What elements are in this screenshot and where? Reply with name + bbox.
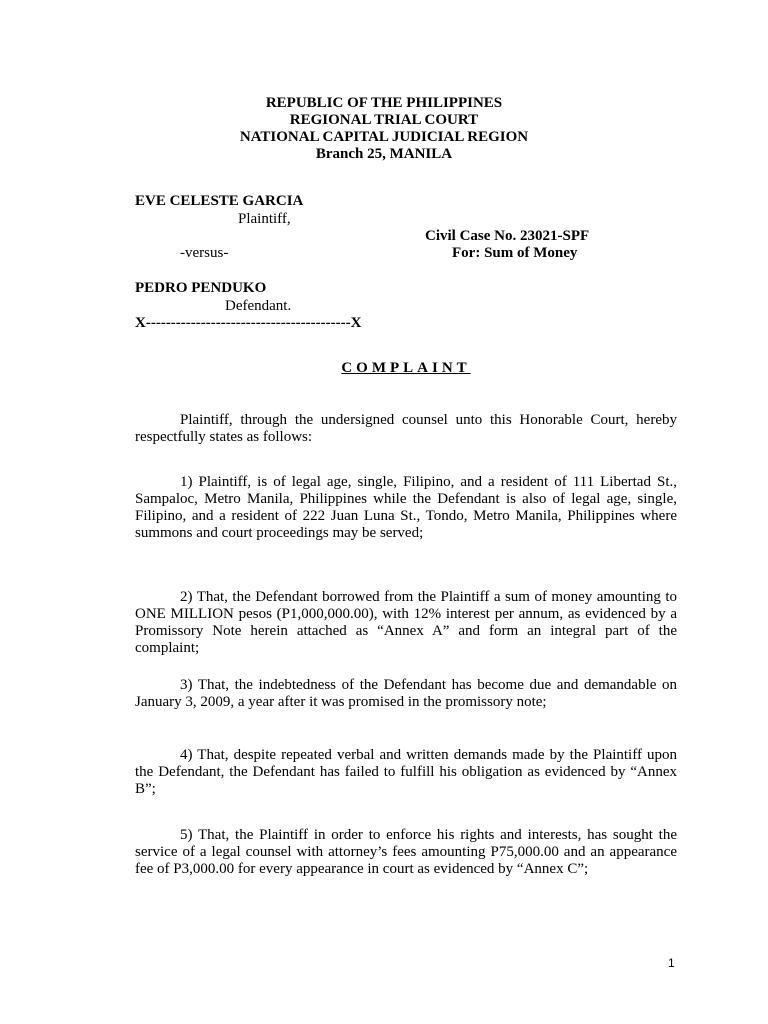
case-number: Civil Case No. 23021-SPF	[425, 228, 590, 244]
caption-separator: X-----------------------------------------X	[135, 315, 362, 331]
page-number: 1	[668, 956, 675, 970]
paragraph-5: 5) That, the Plaintiff in order to enforce his rights and interests, has sought the service of a legal counsel with attorney’s fees amounting P75,000.00 and an appearance fee of P3,000.00 for every appearance in court as evidenced by “Annex C”;	[135, 827, 677, 877]
plaintiff-role: Plaintiff,	[238, 211, 291, 227]
plaintiff-name: EVE CELESTE GARCIA	[135, 193, 304, 209]
header-republic: REPUBLIC OF THE PHILIPPINES	[265, 95, 503, 111]
paragraph-1: 1) Plaintiff, is of legal age, single, Filipino, and a resident of 111 Libertad St., Sampaloc, Metro Manila, Philippines while the Defendant is also of legal age, single, Filipino, and a resident of 222 Juan Luna St., Tondo, Metro Manila, Philippines where summons and court proceedings may be served;	[135, 474, 677, 541]
paragraph-3: 3) That, the indebtedness of the Defendant has become due and demandable on January 3, 2009, a year after it was promised in the promissory note;	[135, 677, 677, 710]
case-nature: For: Sum of Money	[452, 245, 578, 261]
header-region: NATIONAL CAPITAL JUDICIAL REGION	[239, 129, 529, 145]
paragraph-4: 4) That, despite repeated verbal and written demands made by the Plaintiff upon the Defendant, the Defendant has failed to fulfill his obligation as evidenced by “Annex B”;	[135, 747, 677, 797]
versus-label: -versus-	[180, 245, 229, 261]
header-court: REGIONAL TRIAL COURT	[289, 112, 479, 128]
document-title: COMPLAINT	[341, 360, 471, 376]
defendant-role: Defendant.	[225, 298, 292, 314]
court-header	[0, 95, 768, 163]
header-branch: Branch 25, MANILA	[315, 146, 453, 162]
defendant-name: PEDRO PENDUKO	[135, 280, 267, 296]
intro-paragraph: Plaintiff, through the undersigned counsel unto this Honorable Court, hereby respectfully states as follows:	[135, 412, 677, 445]
paragraph-2: 2) That, the Defendant borrowed from the Plaintiff a sum of money amounting to ONE MILLION pesos (P1,000,000.00), with 12% interest per annum, as evidenced by a Promissory Note herein attached as “Annex A” and form an integral part of the complaint;	[135, 589, 677, 656]
